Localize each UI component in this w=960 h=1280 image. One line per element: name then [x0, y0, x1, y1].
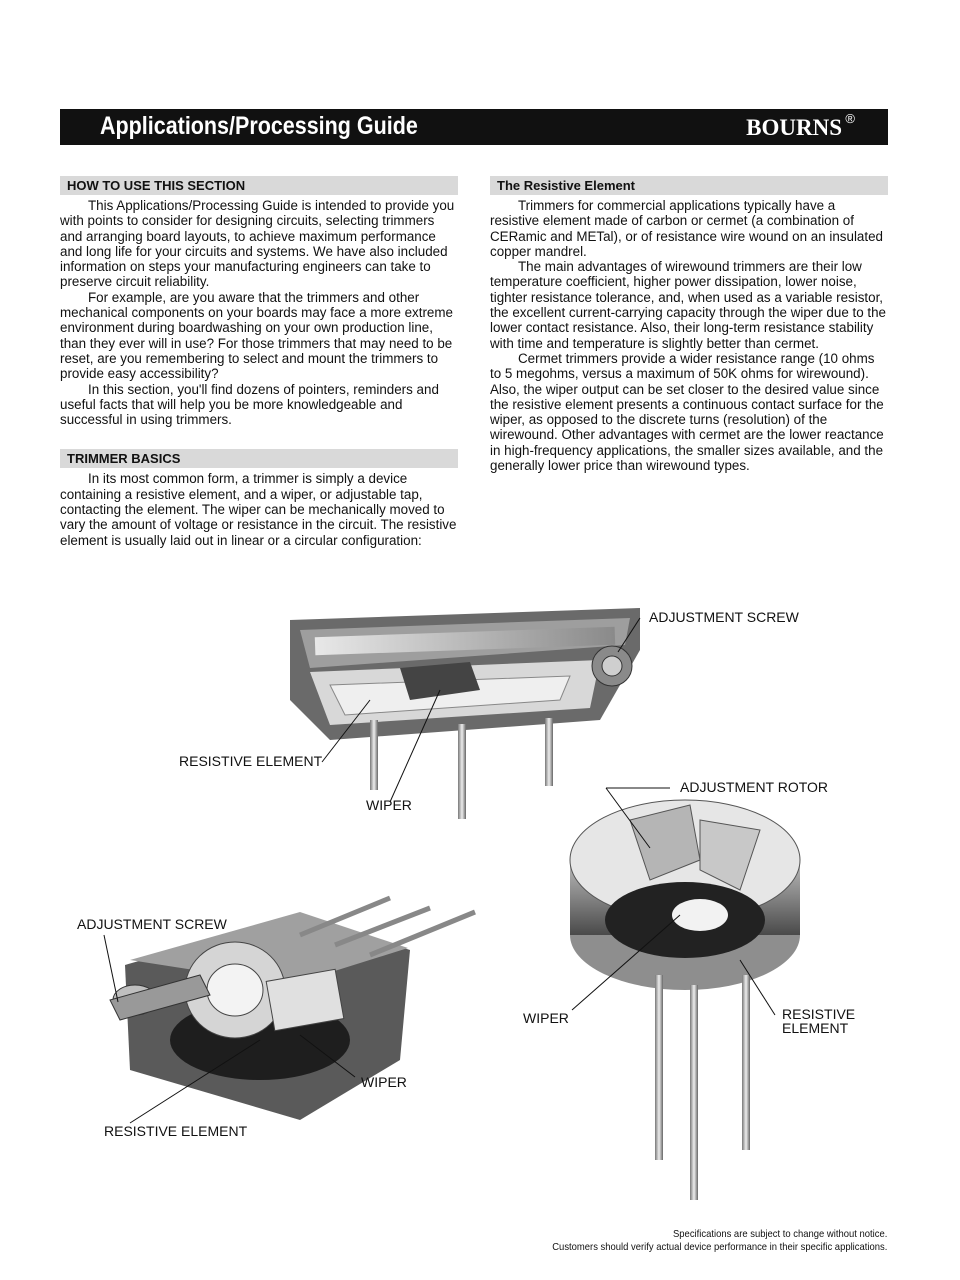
paragraph: In this section, you'll find dozens of pointers, reminders and useful facts that will help you be more knowledgeable and successful in using trimmers. [60, 381, 439, 428]
label-adjustment-rotor: ADJUSTMENT ROTOR [680, 779, 829, 795]
section-heading-resistive-element: The Resistive Element [490, 176, 888, 195]
section-heading-how-to-use: HOW TO USE THIS SECTION [60, 176, 458, 195]
paragraph: Trimmers for commercial applications typically have a resistive element made of carbon or cermet (a combination of CERamic and METal), or of resistance wire wound on an insulated copper mandrel. [490, 198, 883, 259]
linear-trimmer-drawing [290, 608, 640, 819]
right-column [490, 176, 888, 473]
label-wiper-rotor: WIPER [523, 1010, 569, 1026]
registered-mark: ® [845, 111, 855, 126]
trimmer-illustrations [0, 590, 960, 1220]
label-resistive-element-rotor-line1: RESISTIVE [782, 1006, 856, 1022]
paragraph: In its most common form, a trimmer is simply a device containing a resistive element, and a wiper, or adjustable tap, contacting the element. The wiper can be mechanically moved to vary the amount of voltage or resistance in the circuit. The resistive element is usually laid out in linear or a circular configuration: [60, 471, 457, 548]
label-adjustment-screw-top: ADJUSTMENT SCREW [649, 609, 799, 625]
label-resistive-element-rotor-line2: ELEMENT [782, 1020, 849, 1036]
label-wiper-top: WIPER [366, 797, 412, 813]
page-title: Applications/Processing Guide [100, 112, 418, 140]
footer-line: Specifications are subject to change without notice. [672, 1228, 887, 1240]
paragraph: Cermet trimmers provide a wider resistance range (10 ohms to 5 megohms, versus a maximum of 50K ohms for wirewound). Also, the wiper output can be set closer to the desired value since the resistive element presents a continuous contact surface for the wiper, as opposed to the discrete turns (resolution) of the wirewound. Other advantages with cermet are the lower reactance in high-frequency applications, the smaller sizes available, and the generally lower price than wirewound types. [490, 350, 884, 474]
footer-disclaimer [515, 1228, 887, 1254]
paragraph: This Applications/Processing Guide is intended to provide you with points to consider for designing circuits, selecting trimmers and arranging board layouts, to achieve maximum performance and long life for your circuits and systems. We have also included information on steps your manufacturing engineers can take to preserve circuit reliability. [60, 198, 455, 290]
left-column [60, 176, 458, 548]
brand-logo: BOURNS [746, 115, 842, 140]
label-resistive-element-left: RESISTIVE ELEMENT [104, 1123, 248, 1139]
label-adjustment-screw-left: ADJUSTMENT SCREW [77, 916, 227, 932]
label-wiper-left: WIPER [361, 1074, 407, 1090]
footer-line: Customers should verify actual device performance in their specific applications. [551, 1241, 887, 1253]
paragraph: For example, are you aware that the trimmers and other mechanical components on your boards may face a more extreme environment during boardwashing on your own production line, than they ever will in use? For those trimmers that may need to be reset, are you remembering to select and mount the trimmers to provide easy accessibility? [60, 289, 453, 382]
label-resistive-element-top: RESISTIVE ELEMENT [179, 753, 323, 769]
rotary-trimmer-drawing [570, 788, 800, 1200]
section-heading-trimmer-basics: TRIMMER BASICS [60, 449, 458, 468]
header-bar [60, 109, 888, 145]
paragraph: The main advantages of wirewound trimmers are their low temperature coefficient, higher power dissipation, lower noise, tighter resistance tolerance, and, when used as a variable resistor, the excellent current-carrying capacity through the wiper due to the lower contact resistance. Also, their long-term resistance stability with time and temperature is slightly better than cermet. [490, 259, 886, 351]
